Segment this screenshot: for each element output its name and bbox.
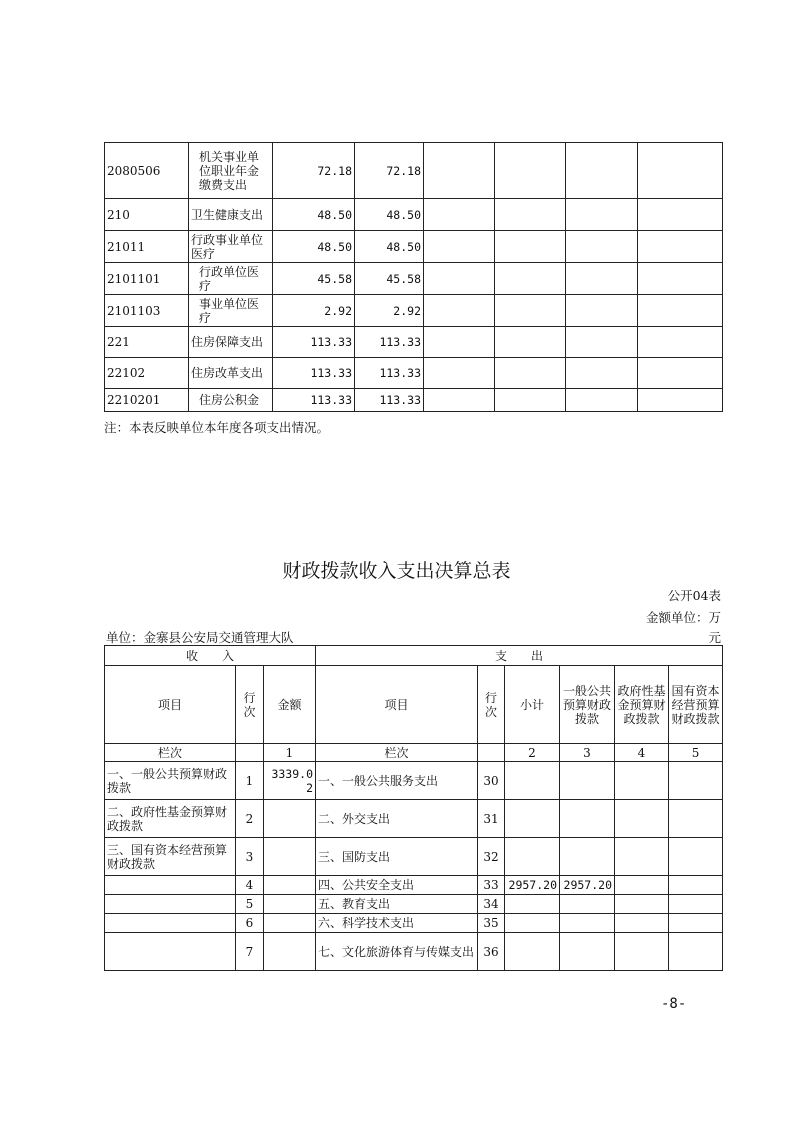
row-empty-8 xyxy=(638,199,723,231)
page-title: 财政拨款收入支出决算总表 xyxy=(282,560,511,582)
row-empty-7 xyxy=(566,143,638,199)
expense-state xyxy=(669,762,723,800)
expense-fund xyxy=(615,876,669,895)
table-row xyxy=(105,358,723,389)
expense-line: 34 xyxy=(478,895,505,914)
expense-general xyxy=(560,895,615,914)
row-value-a: 48.50 xyxy=(273,231,355,263)
row-empty-8 xyxy=(638,231,723,263)
lanci-4: 4 xyxy=(615,744,669,762)
income-line: 3 xyxy=(236,838,264,876)
table-row xyxy=(105,895,723,914)
expense-fund xyxy=(615,838,669,876)
expense-header: 支 出 xyxy=(316,646,723,666)
row-code: 221 xyxy=(105,327,189,358)
expense-line: 36 xyxy=(478,933,505,971)
expense-general xyxy=(560,762,615,800)
table-row xyxy=(105,800,723,838)
row-empty-6 xyxy=(495,389,566,412)
row-code: 22102 xyxy=(105,358,189,389)
row-code: 2080506 xyxy=(105,143,189,199)
row-value-a: 113.33 xyxy=(273,327,355,358)
row-empty-5 xyxy=(424,358,495,389)
income-header: 收 入 xyxy=(105,646,316,666)
expense-item: 六、科学技术支出 xyxy=(316,914,478,933)
lanci-label: 栏次 xyxy=(105,744,236,762)
expense-general xyxy=(560,800,615,838)
row-empty-8 xyxy=(638,327,723,358)
row-empty-6 xyxy=(495,143,566,199)
row-value-b: 113.33 xyxy=(355,327,424,358)
row-name: 行政事业单位医疗 xyxy=(189,231,273,263)
expense-general xyxy=(560,838,615,876)
expenditure-table xyxy=(104,142,723,412)
expense-subtotal xyxy=(505,933,560,971)
row-name: 卫生健康支出 xyxy=(189,199,273,231)
expense-item: 三、国防支出 xyxy=(316,838,478,876)
row-code: 2210201 xyxy=(105,389,189,412)
row-empty-6 xyxy=(495,199,566,231)
expense-fund xyxy=(615,800,669,838)
row-code: 2101103 xyxy=(105,295,189,327)
row-empty-6 xyxy=(495,231,566,263)
row-value-b: 48.50 xyxy=(355,231,424,263)
income-line: 7 xyxy=(236,933,264,971)
row-empty-6 xyxy=(495,263,566,295)
lanci-3: 3 xyxy=(560,744,615,762)
row-name: 事业单位医疗 xyxy=(189,295,273,327)
table-row xyxy=(105,143,723,199)
expense-item: 二、外交支出 xyxy=(316,800,478,838)
income-amount xyxy=(264,895,316,914)
table-row xyxy=(105,295,723,327)
table-row xyxy=(105,231,723,263)
expense-subtotal xyxy=(505,914,560,933)
income-item xyxy=(105,895,236,914)
row-empty-5 xyxy=(424,389,495,412)
row-value-a: 2.92 xyxy=(273,295,355,327)
row-value-b: 2.92 xyxy=(355,295,424,327)
expense-subtotal xyxy=(505,838,560,876)
expense-line: 32 xyxy=(478,838,505,876)
row-value-a: 48.50 xyxy=(273,199,355,231)
row-name: 行政单位医疗 xyxy=(189,263,273,295)
lanci-empty xyxy=(236,744,264,762)
table-row xyxy=(105,933,723,971)
amount-unit-label-continued: 元 xyxy=(708,630,721,645)
row-empty-7 xyxy=(566,358,638,389)
lanci-1: 1 xyxy=(264,744,316,762)
expense-fund xyxy=(615,914,669,933)
income-item: 一、一般公共预算财政拨款 xyxy=(105,762,236,800)
income-item xyxy=(105,876,236,895)
expense-general xyxy=(560,933,615,971)
row-name: 住房公积金 xyxy=(189,389,273,412)
expense-state xyxy=(669,800,723,838)
table-row xyxy=(105,263,723,295)
expense-state xyxy=(669,914,723,933)
row-value-a: 72.18 xyxy=(273,143,355,199)
table-row xyxy=(105,838,723,876)
row-empty-5 xyxy=(424,263,495,295)
income-line: 4 xyxy=(236,876,264,895)
row-empty-5 xyxy=(424,199,495,231)
expense-general: 2957.20 xyxy=(560,876,615,895)
row-value-a: 45.58 xyxy=(273,263,355,295)
lanci-label-2: 栏次 xyxy=(316,744,478,762)
row-empty-8 xyxy=(638,263,723,295)
expense-fund xyxy=(615,762,669,800)
expense-line: 30 xyxy=(478,762,505,800)
row-name: 机关事业单位职业年金缴费支出 xyxy=(189,143,273,199)
expense-subtotal xyxy=(505,762,560,800)
col-fund-budget: 政府性基金预算财政拨款 xyxy=(615,666,669,744)
row-empty-8 xyxy=(638,358,723,389)
form-number: 公开04表 xyxy=(667,588,721,603)
expense-state xyxy=(669,876,723,895)
table-row xyxy=(105,876,723,895)
row-value-a: 113.33 xyxy=(273,389,355,412)
income-amount xyxy=(264,933,316,971)
row-name: 住房改革支出 xyxy=(189,358,273,389)
col-state-capital: 国有资本经营预算财政拨款 xyxy=(669,666,723,744)
unit-name: 单位：金寨县公安局交通管理大队 xyxy=(106,630,294,645)
fiscal-summary-table xyxy=(104,645,723,971)
table-note: 注：本表反映单位本年度各项支出情况。 xyxy=(104,420,330,435)
col-amount: 金额 xyxy=(264,666,316,744)
lanci-2: 2 xyxy=(505,744,560,762)
row-empty-8 xyxy=(638,143,723,199)
table-row xyxy=(105,199,723,231)
row-empty-6 xyxy=(495,327,566,358)
row-empty-7 xyxy=(566,263,638,295)
col-expense-line: 行次 xyxy=(478,666,505,744)
income-item xyxy=(105,914,236,933)
income-amount: 3339.02 xyxy=(264,762,316,800)
row-name: 住房保障支出 xyxy=(189,327,273,358)
income-line: 5 xyxy=(236,895,264,914)
income-line: 6 xyxy=(236,914,264,933)
income-amount xyxy=(264,800,316,838)
expense-item: 一、一般公共服务支出 xyxy=(316,762,478,800)
expense-line: 31 xyxy=(478,800,505,838)
income-item: 三、国有资本经营预算财政拨款 xyxy=(105,838,236,876)
col-expense-item: 项目 xyxy=(316,666,478,744)
income-line: 2 xyxy=(236,800,264,838)
row-empty-7 xyxy=(566,231,638,263)
table-row xyxy=(105,327,723,358)
table-row xyxy=(105,914,723,933)
table-row xyxy=(105,389,723,412)
row-code: 21011 xyxy=(105,231,189,263)
col-subtotal: 小计 xyxy=(505,666,560,744)
table-row xyxy=(105,762,723,800)
expense-state xyxy=(669,933,723,971)
income-amount xyxy=(264,838,316,876)
expense-item: 四、公共安全支出 xyxy=(316,876,478,895)
row-value-b: 48.50 xyxy=(355,199,424,231)
expense-line: 35 xyxy=(478,914,505,933)
expense-subtotal xyxy=(505,800,560,838)
row-empty-5 xyxy=(424,327,495,358)
expense-line: 33 xyxy=(478,876,505,895)
row-empty-8 xyxy=(638,295,723,327)
row-empty-7 xyxy=(566,389,638,412)
expense-item: 七、文化旅游体育与传媒支出 xyxy=(316,933,478,971)
lanci-empty-2 xyxy=(478,744,505,762)
expense-state xyxy=(669,895,723,914)
income-amount xyxy=(264,876,316,895)
row-empty-6 xyxy=(495,295,566,327)
row-empty-7 xyxy=(566,327,638,358)
page-number: -8- xyxy=(661,996,687,1012)
income-line: 1 xyxy=(236,762,264,800)
row-empty-7 xyxy=(566,295,638,327)
expense-subtotal xyxy=(505,895,560,914)
row-empty-6 xyxy=(495,358,566,389)
expense-item: 五、教育支出 xyxy=(316,895,478,914)
row-empty-5 xyxy=(424,231,495,263)
row-empty-8 xyxy=(638,389,723,412)
row-empty-7 xyxy=(566,199,638,231)
col-income-line: 行次 xyxy=(236,666,264,744)
income-item xyxy=(105,933,236,971)
row-value-b: 113.33 xyxy=(355,389,424,412)
expense-fund xyxy=(615,933,669,971)
col-general-budget: 一般公共预算财政拨款 xyxy=(560,666,615,744)
row-value-b: 72.18 xyxy=(355,143,424,199)
expense-fund xyxy=(615,895,669,914)
row-value-b: 45.58 xyxy=(355,263,424,295)
amount-unit-label: 金额单位：万 xyxy=(645,610,721,625)
row-value-b: 113.33 xyxy=(355,358,424,389)
expense-state xyxy=(669,838,723,876)
expense-subtotal: 2957.20 xyxy=(505,876,560,895)
row-value-a: 113.33 xyxy=(273,358,355,389)
income-amount xyxy=(264,914,316,933)
lanci-5: 5 xyxy=(669,744,723,762)
row-code: 210 xyxy=(105,199,189,231)
col-income-item: 项目 xyxy=(105,666,236,744)
row-empty-5 xyxy=(424,295,495,327)
row-empty-5 xyxy=(424,143,495,199)
income-item: 二、政府性基金预算财政拨款 xyxy=(105,800,236,838)
row-code: 2101101 xyxy=(105,263,189,295)
expense-general xyxy=(560,914,615,933)
